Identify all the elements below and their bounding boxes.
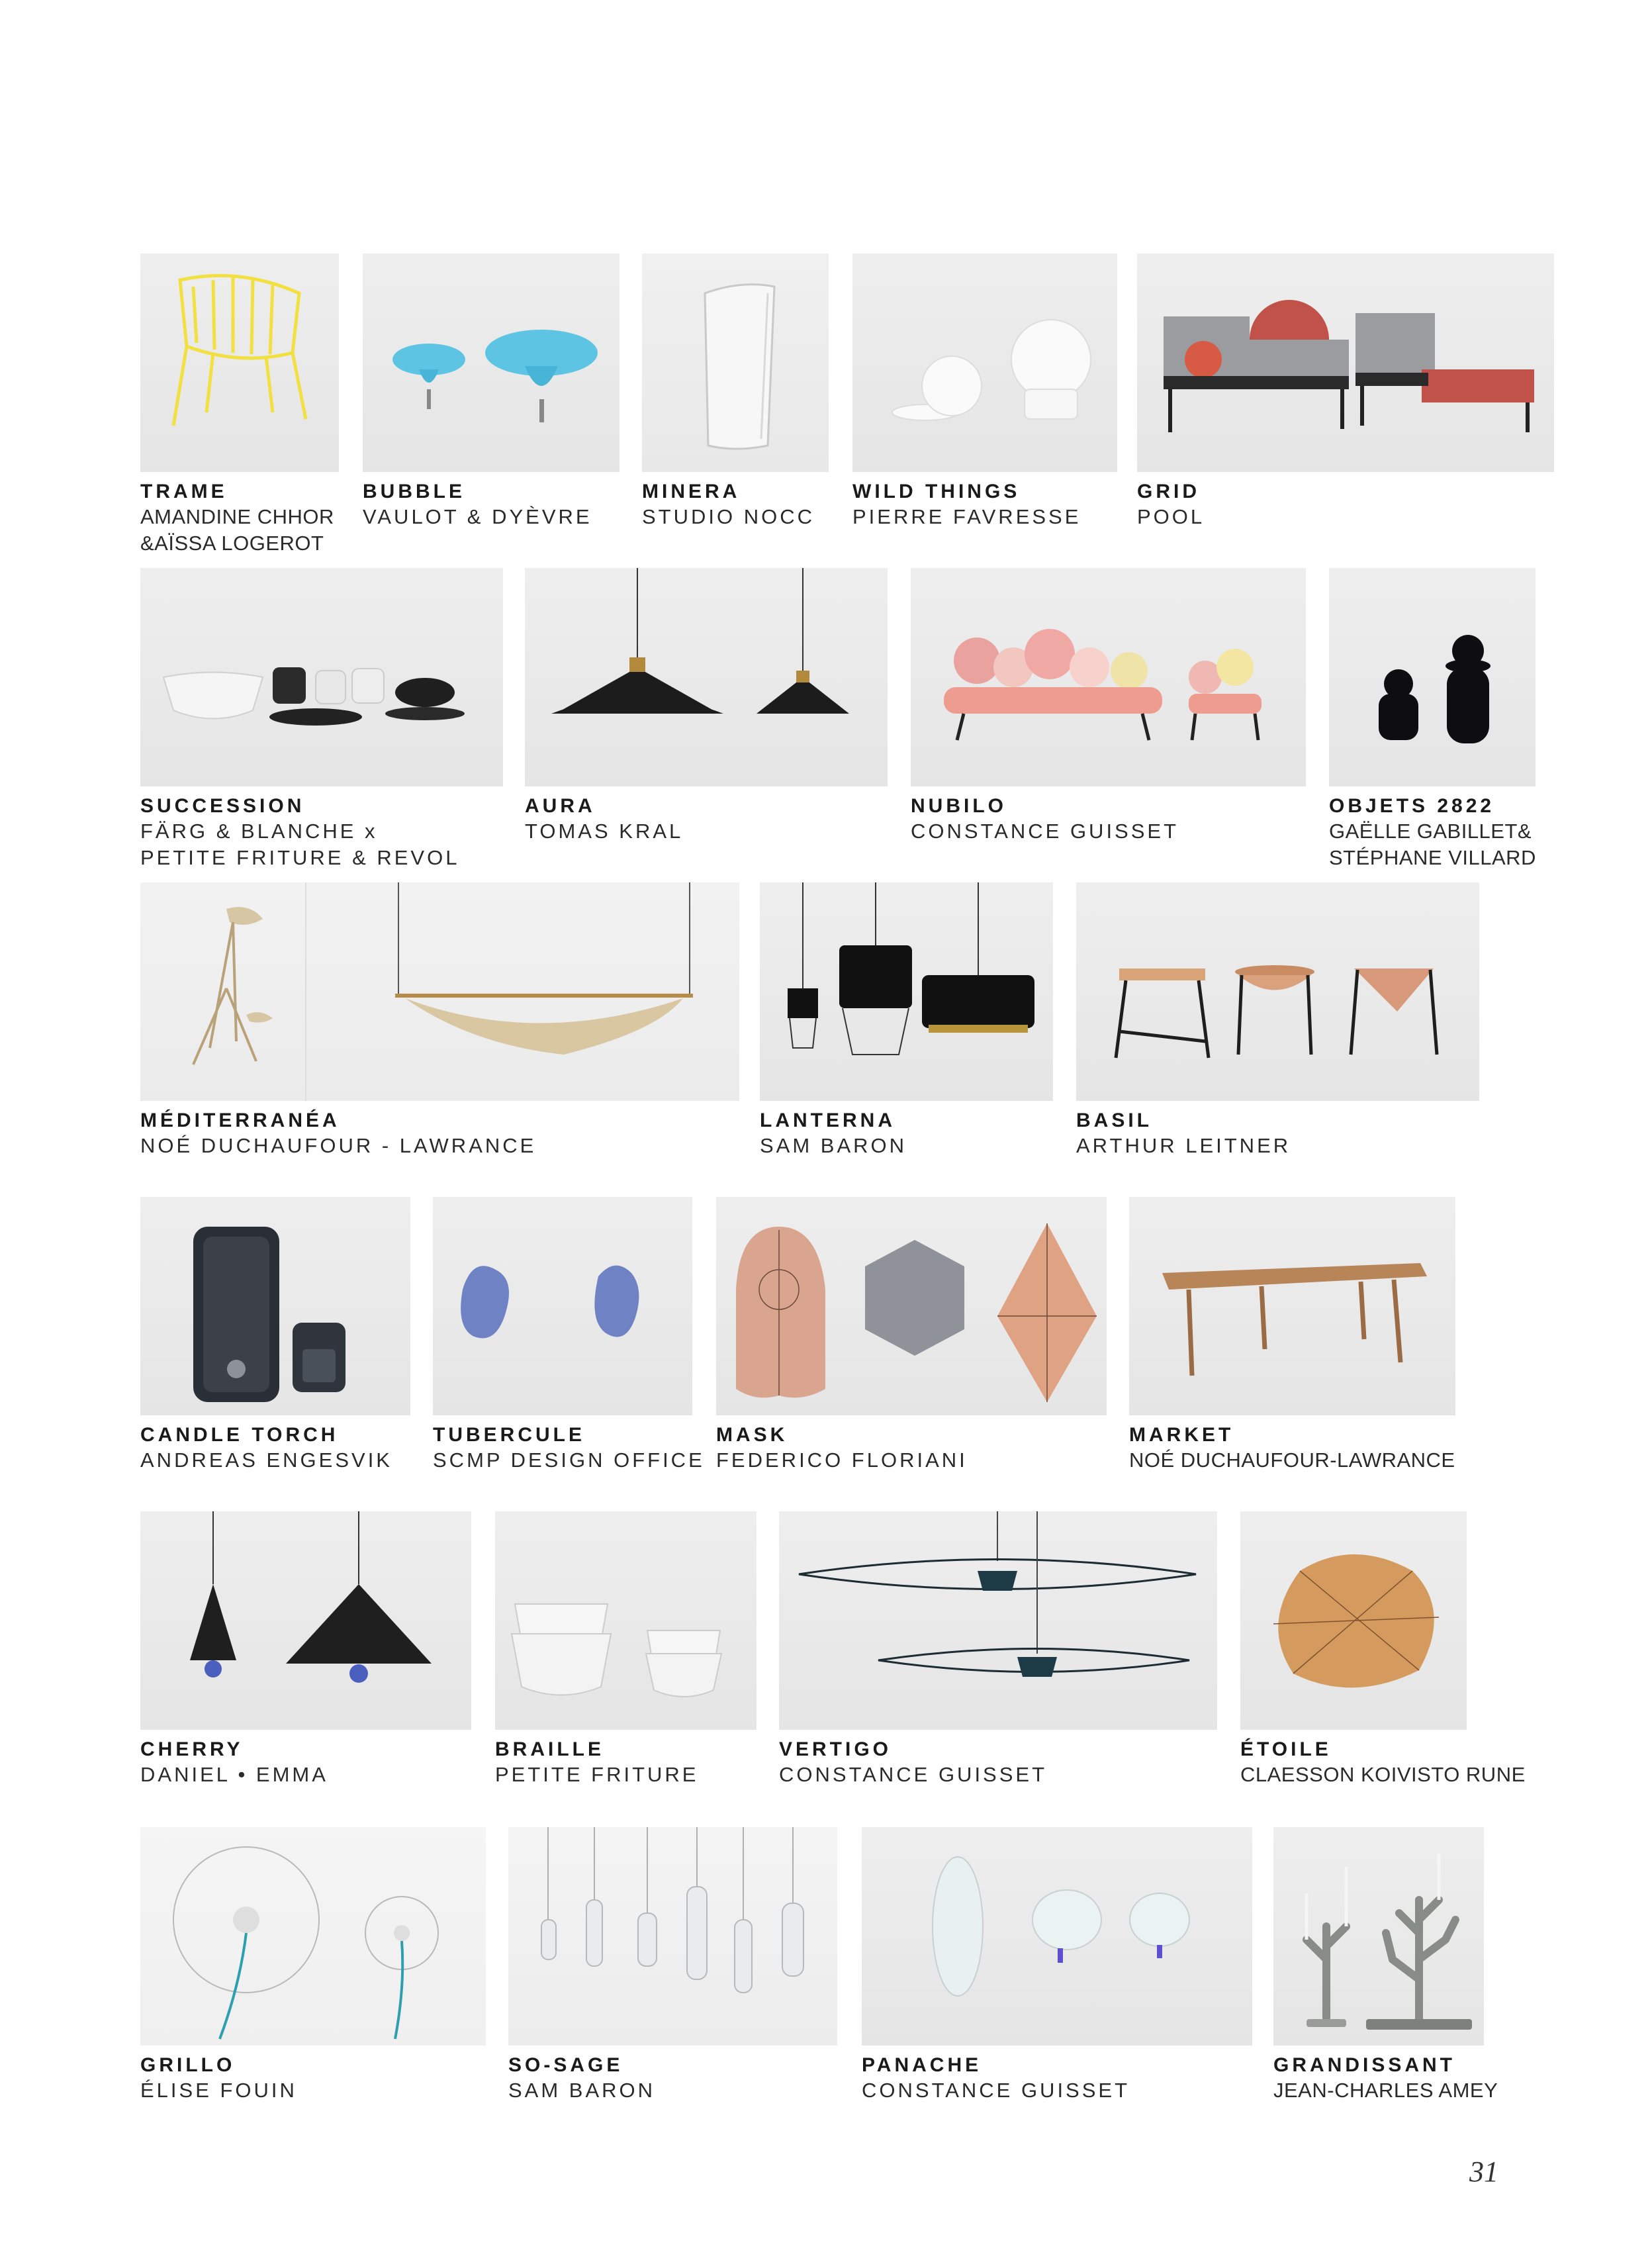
product-bubble	[363, 254, 621, 565]
product-nubilo	[911, 568, 1308, 879]
product-succession	[140, 568, 511, 879]
product-designer: CONSTANCE GUISSET	[779, 1763, 1048, 1786]
chair-icon	[140, 254, 339, 472]
product-lanterna	[760, 882, 1058, 1194]
product-designer: PIERRE FAVRESSE	[852, 505, 1081, 528]
product-designer: PETITE FRITURE	[495, 1763, 699, 1786]
page-number: 31	[1469, 2155, 1498, 2188]
wide-pendant-icon	[779, 1511, 1217, 1730]
product-candle-torch	[140, 1197, 418, 1508]
product-designer: NOÉ DUCHAUFOUR - LAWRANCE	[140, 1134, 537, 1157]
product-designer: POOL	[1137, 505, 1205, 528]
product-designer: STUDIO NOCC	[642, 505, 815, 528]
product-name: GRID	[1137, 481, 1200, 502]
product-designer: SAM BARON	[760, 1134, 907, 1157]
product-tubercule	[433, 1197, 704, 1508]
product-name: SUCCESSION	[140, 795, 305, 817]
product-designer: ARTHUR LEITNER	[1076, 1134, 1291, 1157]
product-designer: CONSTANCE GUISSET	[911, 820, 1179, 843]
dining-table-icon	[1129, 1197, 1455, 1415]
modular-sofa-icon	[1137, 254, 1554, 472]
wall-lamp-icon	[140, 1827, 486, 2046]
product-panache	[862, 1827, 1256, 2138]
product-designer: FEDERICO FLORIANI	[716, 1448, 968, 1472]
product-name: OBJETS 2822	[1329, 795, 1495, 817]
product-designer: SCMP DESIGN OFFICE	[433, 1448, 705, 1472]
product-name: GRILLO	[140, 2054, 236, 2076]
product-name: CHERRY	[140, 1738, 244, 1760]
product-trame	[140, 254, 339, 565]
product-mediterranea	[140, 882, 736, 1194]
product-grandissant	[1273, 1827, 1565, 2138]
mirror-icon	[716, 1197, 1107, 1415]
candelabra-icon	[1273, 1827, 1484, 2046]
product-name: GRANDISSANT	[1273, 2054, 1456, 2076]
product-name: TRAME	[140, 481, 228, 502]
product-vertigo	[779, 1511, 1219, 1822]
product-designer: TOMAS KRAL	[525, 820, 684, 843]
jar-icon	[1329, 568, 1536, 786]
product-designer: CONSTANCE GUISSET	[862, 2079, 1130, 2102]
glass-hook-icon	[363, 254, 620, 472]
product-designer: JEAN-CHARLES AMEY	[1273, 2079, 1498, 2102]
candle-holder-icon	[140, 1197, 410, 1415]
product-wild-things	[852, 254, 1117, 565]
product-etoile	[1240, 1511, 1558, 1822]
side-table-icon	[1076, 882, 1479, 1101]
product-designer: VAULOT & DYÈVRE	[363, 505, 592, 528]
round-mirror-icon	[862, 1827, 1252, 2046]
product-objets-2822	[1329, 568, 1554, 879]
cone-lamp-icon	[140, 1511, 471, 1730]
floor-lamp-icon	[140, 882, 739, 1101]
product-name: PANACHE	[862, 2054, 982, 2076]
wooden-board-icon	[1240, 1511, 1467, 1730]
product-name: BASIL	[1076, 1109, 1152, 1131]
bowl-icon	[495, 1511, 757, 1730]
product-market	[1129, 1197, 1473, 1508]
product-name: ÉTOILE	[1240, 1738, 1332, 1760]
product-designer: SAM BARON	[508, 2079, 656, 2102]
product-name: MASK	[716, 1424, 788, 1446]
product-basil	[1076, 882, 1480, 1194]
product-so-sage	[508, 1827, 839, 2138]
product-designer: FÄRG & BLANCHE x PETITE FRITURE & REVOL	[140, 820, 460, 869]
product-name: CANDLE TORCH	[140, 1424, 339, 1446]
product-designer: GAËLLE GABILLET& STÉPHANE VILLARD	[1329, 820, 1536, 869]
product-name: MARKET	[1129, 1424, 1234, 1446]
product-name: TUBERCULE	[433, 1424, 585, 1446]
ceramic-object-icon	[852, 254, 1117, 472]
pendant-lamp-icon	[525, 568, 888, 786]
product-braille	[495, 1511, 760, 1822]
product-designer: ÉLISE FOUIN	[140, 2079, 297, 2102]
wall-hook-icon	[433, 1197, 692, 1415]
product-name: MÉDITERRANÉA	[140, 1109, 340, 1131]
product-name: VERTIGO	[779, 1738, 892, 1760]
product-aura	[525, 568, 889, 879]
product-name: NUBILO	[911, 795, 1007, 817]
product-name: MINERA	[642, 481, 741, 502]
sofa-icon	[911, 568, 1306, 786]
product-name: AURA	[525, 795, 596, 817]
product-name: WILD THINGS	[852, 481, 1021, 502]
product-grid	[1137, 254, 1554, 565]
product-mask	[716, 1197, 1113, 1508]
product-minera	[642, 254, 834, 565]
product-name: LANTERNA	[760, 1109, 895, 1131]
product-cherry	[140, 1511, 478, 1822]
product-designer: CLAESSON KOIVISTO RUNE	[1240, 1763, 1526, 1786]
product-name: BUBBLE	[363, 481, 465, 502]
product-name: SO-SAGE	[508, 2054, 623, 2076]
tableware-icon	[140, 568, 503, 786]
product-designer: DANIEL • EMMA	[140, 1763, 328, 1786]
product-designer: AMANDINE CHHOR &AÏSSA LOGEROT	[140, 505, 334, 555]
lantern-lamp-icon	[760, 882, 1053, 1101]
product-designer: ANDREAS ENGESVIK	[140, 1448, 392, 1472]
glass-pendant-icon	[508, 1827, 837, 2046]
product-grillo	[140, 1827, 488, 2138]
product-name: BRAILLE	[495, 1738, 604, 1760]
carafe-icon	[642, 254, 829, 472]
product-designer: NOÉ DUCHAUFOUR-LAWRANCE	[1129, 1448, 1455, 1472]
